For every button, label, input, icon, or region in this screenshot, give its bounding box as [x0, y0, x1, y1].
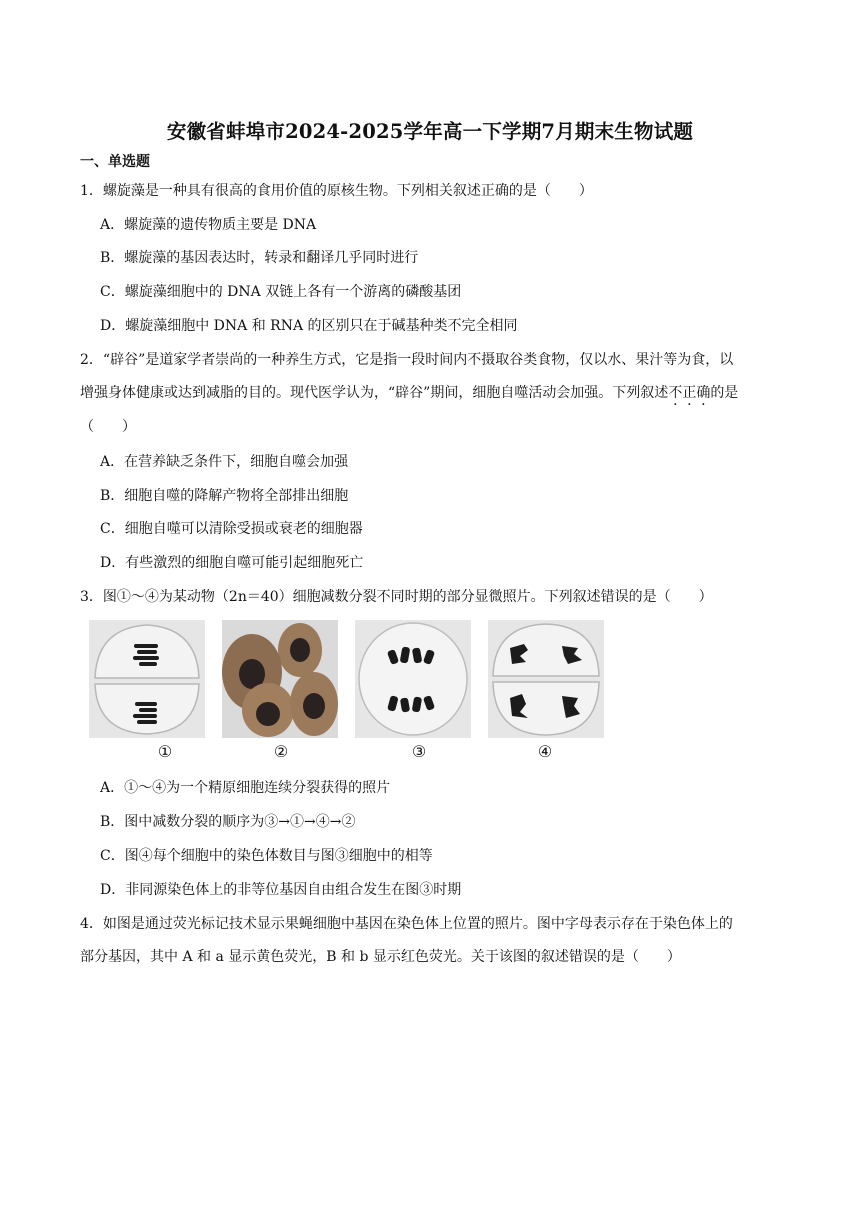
micrograph-2 [222, 620, 338, 738]
micrograph-4 [488, 620, 604, 738]
figure-label-1: ① [157, 742, 173, 761]
question-3-option-d: D．非同源染色体上的非等位基因自由组合发生在图③时期 [100, 882, 462, 898]
question-2-option-b: B．细胞自噬的降解产物将全部排出细胞 [100, 488, 349, 504]
figure-label-3: ③ [411, 742, 427, 761]
question-3-stem: 3．图①～④为某动物（2n＝40）细胞减数分裂不同时期的部分显微照片。下列叙述错误的是（ ） [80, 589, 713, 605]
emphasis-char-3: 确 [696, 385, 711, 401]
section-heading: 一、单选题 [80, 154, 150, 170]
question-2-option-c: C．细胞自噬可以清除受损或衰老的细胞器 [100, 521, 363, 537]
emphasis-char-1: 不 [668, 385, 683, 401]
question-1-option-a: A．螺旋藻的遗传物质主要是 DNA [100, 217, 317, 233]
question-1-option-c: C．螺旋藻细胞中的 DNA 双链上各有一个游离的磷酸基团 [100, 284, 462, 300]
figure-label-2: ② [273, 742, 289, 761]
question-2-option-d: D．有些激烈的细胞自噬可能引起细胞死亡 [100, 555, 364, 571]
emphasis-char-2: 正 [682, 385, 697, 401]
page-title: 安徽省蚌埠市2024-2025学年高一下学期7月期末生物试题 [166, 120, 694, 143]
question-1-stem: 1．螺旋藻是一种具有很高的食用价值的原核生物。下列相关叙述正确的是（ ） [80, 183, 593, 199]
question-3-option-b: B．图中减数分裂的顺序为③→①→④→② [100, 814, 356, 830]
figure-label-4: ④ [537, 742, 553, 761]
micrograph-1 [89, 620, 205, 738]
question-2-option-a: A．在营养缺乏条件下，细胞自噬会加强 [100, 454, 349, 470]
micrograph-3 [355, 620, 471, 738]
question-4-stem-line-1: 4．如图是通过荧光标记技术显示果蝇细胞中基因在染色体上位置的照片。图中字母表示存在于染色体上的 [80, 916, 733, 932]
question-1-option-d: D．螺旋藻细胞中 DNA 和 RNA 的区别只在于碱基种类不完全相同 [100, 318, 518, 334]
question-1-option-b: B．螺旋藻的基因表达时，转录和翻译几乎同时进行 [100, 250, 419, 266]
question-2-stem-tail: 的是 [710, 385, 739, 401]
question-3-option-a: A．①～④为一个精原细胞连续分裂获得的照片 [100, 780, 391, 796]
question-3-option-c: C．图④每个细胞中的染色体数目与图③细胞中的相等 [100, 848, 433, 864]
question-4-stem-line-2: 部分基因，其中 A 和 a 显示黄色荧光，B 和 b 显示红色荧光。关于该图的叙述错误的是（ ） [80, 949, 681, 965]
question-2-stem-line-1: 2．“辟谷”是道家学者崇尚的一种养生方式，它是指一段时间内不摄取谷类食物，仅以水、果汁等为食，以 [80, 352, 734, 368]
question-2-answer-bracket: （ ） [80, 419, 136, 435]
question-2-stem-line-2 [80, 382, 738, 402]
question-2-stem-text: 增强身体健康或达到减脂的目的。现代医学认为，“辟谷”期间，细胞自噬活动会加强。下列叙述 [80, 385, 669, 401]
